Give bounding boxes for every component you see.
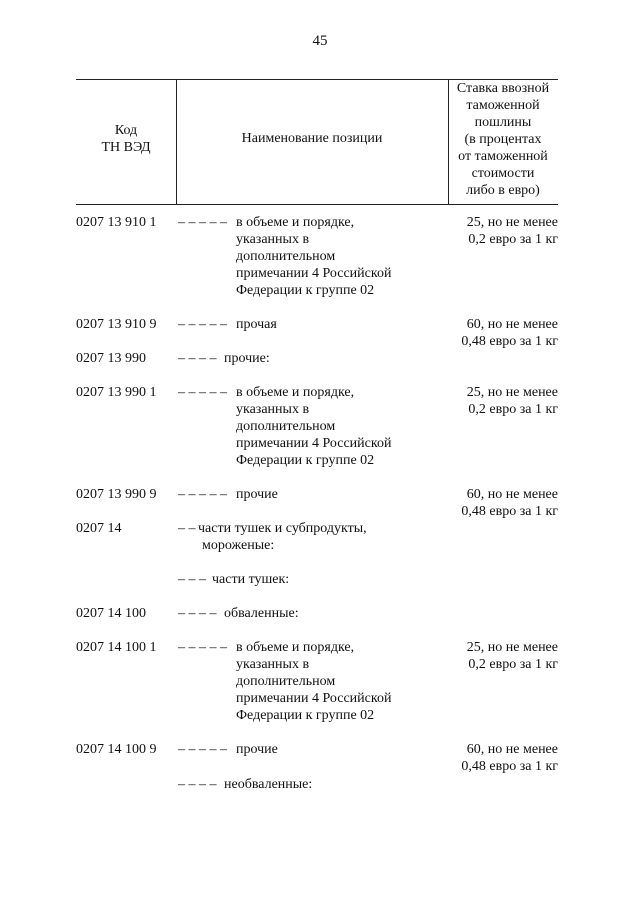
row-name-line: обваленные:	[224, 606, 299, 621]
row-rate	[448, 316, 558, 350]
row-dashes: – – – –	[178, 351, 217, 366]
header-rate-line: стоимости	[471, 166, 535, 181]
row-code: 0207 14 100 1	[76, 640, 157, 655]
row-rate	[448, 741, 558, 775]
header-rate-line: Ставка ввозной	[456, 81, 550, 96]
row-rate-line: 0,2 евро за 1 кг	[468, 402, 558, 417]
header-code-line: ТН ВЭД	[101, 139, 151, 155]
row-code: 0207 13 990	[76, 351, 146, 366]
row-name	[198, 520, 367, 554]
row-name-line: примечании 4 Российской	[236, 436, 392, 451]
row-name-line: в объеме и порядке,	[236, 640, 355, 655]
row-name-line: дополнительном	[236, 674, 336, 689]
row-rate-line: 0,48 евро за 1 кг	[461, 334, 558, 349]
row-name	[224, 350, 270, 367]
row-rate	[448, 639, 558, 673]
row-name	[212, 571, 289, 588]
row-code: 0207 13 990 9	[76, 487, 157, 502]
row-name	[236, 741, 278, 758]
row-dashes: – –	[178, 521, 196, 536]
row-dashes: – – – –	[178, 777, 217, 792]
row-code: 0207 13 910 9	[76, 317, 157, 332]
row-name-line: прочая	[236, 317, 277, 332]
table-header	[76, 79, 558, 205]
header-code-line: Код	[114, 123, 138, 138]
row-dashes: – – – – –	[178, 317, 227, 332]
row-dashes: – – – – –	[178, 215, 227, 230]
row-rate-line: 25, но не менее	[466, 640, 558, 655]
row-name-line: Федерации к группе 02	[236, 453, 375, 468]
row-name-line: в объеме и порядке,	[236, 215, 355, 230]
row-name-line: примечании 4 Российской	[236, 266, 392, 281]
header-rate-line: (в процентах	[464, 132, 542, 147]
row-name-line: части тушек:	[212, 572, 290, 587]
row-name-line: дополнительном	[236, 419, 336, 434]
row-name	[236, 486, 278, 503]
header-rate-line: либо в евро)	[466, 183, 540, 198]
row-name	[224, 605, 299, 622]
header-name: Наименование позиции	[241, 131, 383, 146]
row-dashes: – – – – –	[178, 640, 227, 655]
row-rate-line: 25, но не менее	[466, 215, 558, 230]
row-code: 0207 14 100 9	[76, 742, 157, 757]
row-name-line: Федерации к группе 02	[236, 708, 375, 723]
row-name	[236, 384, 391, 469]
header-rate-line: таможенной	[466, 98, 540, 113]
page-number: 45	[312, 33, 328, 49]
row-name-line: мороженые:	[202, 538, 275, 553]
row-name-line: в объеме и порядке,	[236, 385, 355, 400]
row-name-line: прочие	[236, 742, 278, 757]
row-name-line: указанных в	[236, 402, 310, 417]
row-name-line: указанных в	[236, 232, 310, 247]
row-dashes: – – – – –	[178, 742, 227, 757]
row-name	[236, 316, 277, 333]
header-rate	[448, 80, 558, 199]
row-code: 0207 14 100	[76, 606, 146, 621]
row-name-line: указанных в	[236, 657, 310, 672]
row-rate-line: 0,2 евро за 1 кг	[468, 232, 558, 247]
row-code: 0207 13 910 1	[76, 215, 157, 230]
row-rate-line: 60, но не менее	[466, 487, 558, 502]
row-code: 0207 13 990 1	[76, 385, 157, 400]
header-rate-line: от таможенной	[458, 149, 548, 164]
row-rate-line: 25, но не менее	[466, 385, 558, 400]
row-name-line: прочие:	[224, 351, 270, 366]
row-name-line: дополнительном	[236, 249, 336, 264]
row-name-line: необваленные:	[224, 777, 313, 792]
row-rate	[448, 214, 558, 248]
row-dashes: – – – – –	[178, 385, 227, 400]
header-code	[76, 123, 176, 156]
header-rate-line: пошлины	[474, 115, 532, 130]
row-rate	[448, 384, 558, 418]
row-rate-line: 60, но не менее	[466, 742, 558, 757]
row-rate	[448, 486, 558, 520]
row-dashes: – – – –	[178, 606, 217, 621]
row-rate-line: 60, но не менее	[466, 317, 558, 332]
row-rate-line: 0,48 евро за 1 кг	[461, 759, 558, 774]
row-dashes: – – –	[178, 572, 206, 587]
row-name	[236, 639, 391, 724]
row-dashes: – – – – –	[178, 487, 227, 502]
row-name-line: прочие	[236, 487, 278, 502]
row-name-line: части тушек и субпродукты,	[198, 521, 367, 536]
row-name	[224, 776, 312, 793]
row-rate-line: 0,2 евро за 1 кг	[468, 657, 558, 672]
row-name-line: примечании 4 Российской	[236, 691, 392, 706]
row-name-line: Федерации к группе 02	[236, 283, 375, 298]
row-name	[236, 214, 391, 299]
row-rate-line: 0,48 евро за 1 кг	[461, 504, 558, 519]
row-code: 0207 14	[76, 521, 122, 536]
